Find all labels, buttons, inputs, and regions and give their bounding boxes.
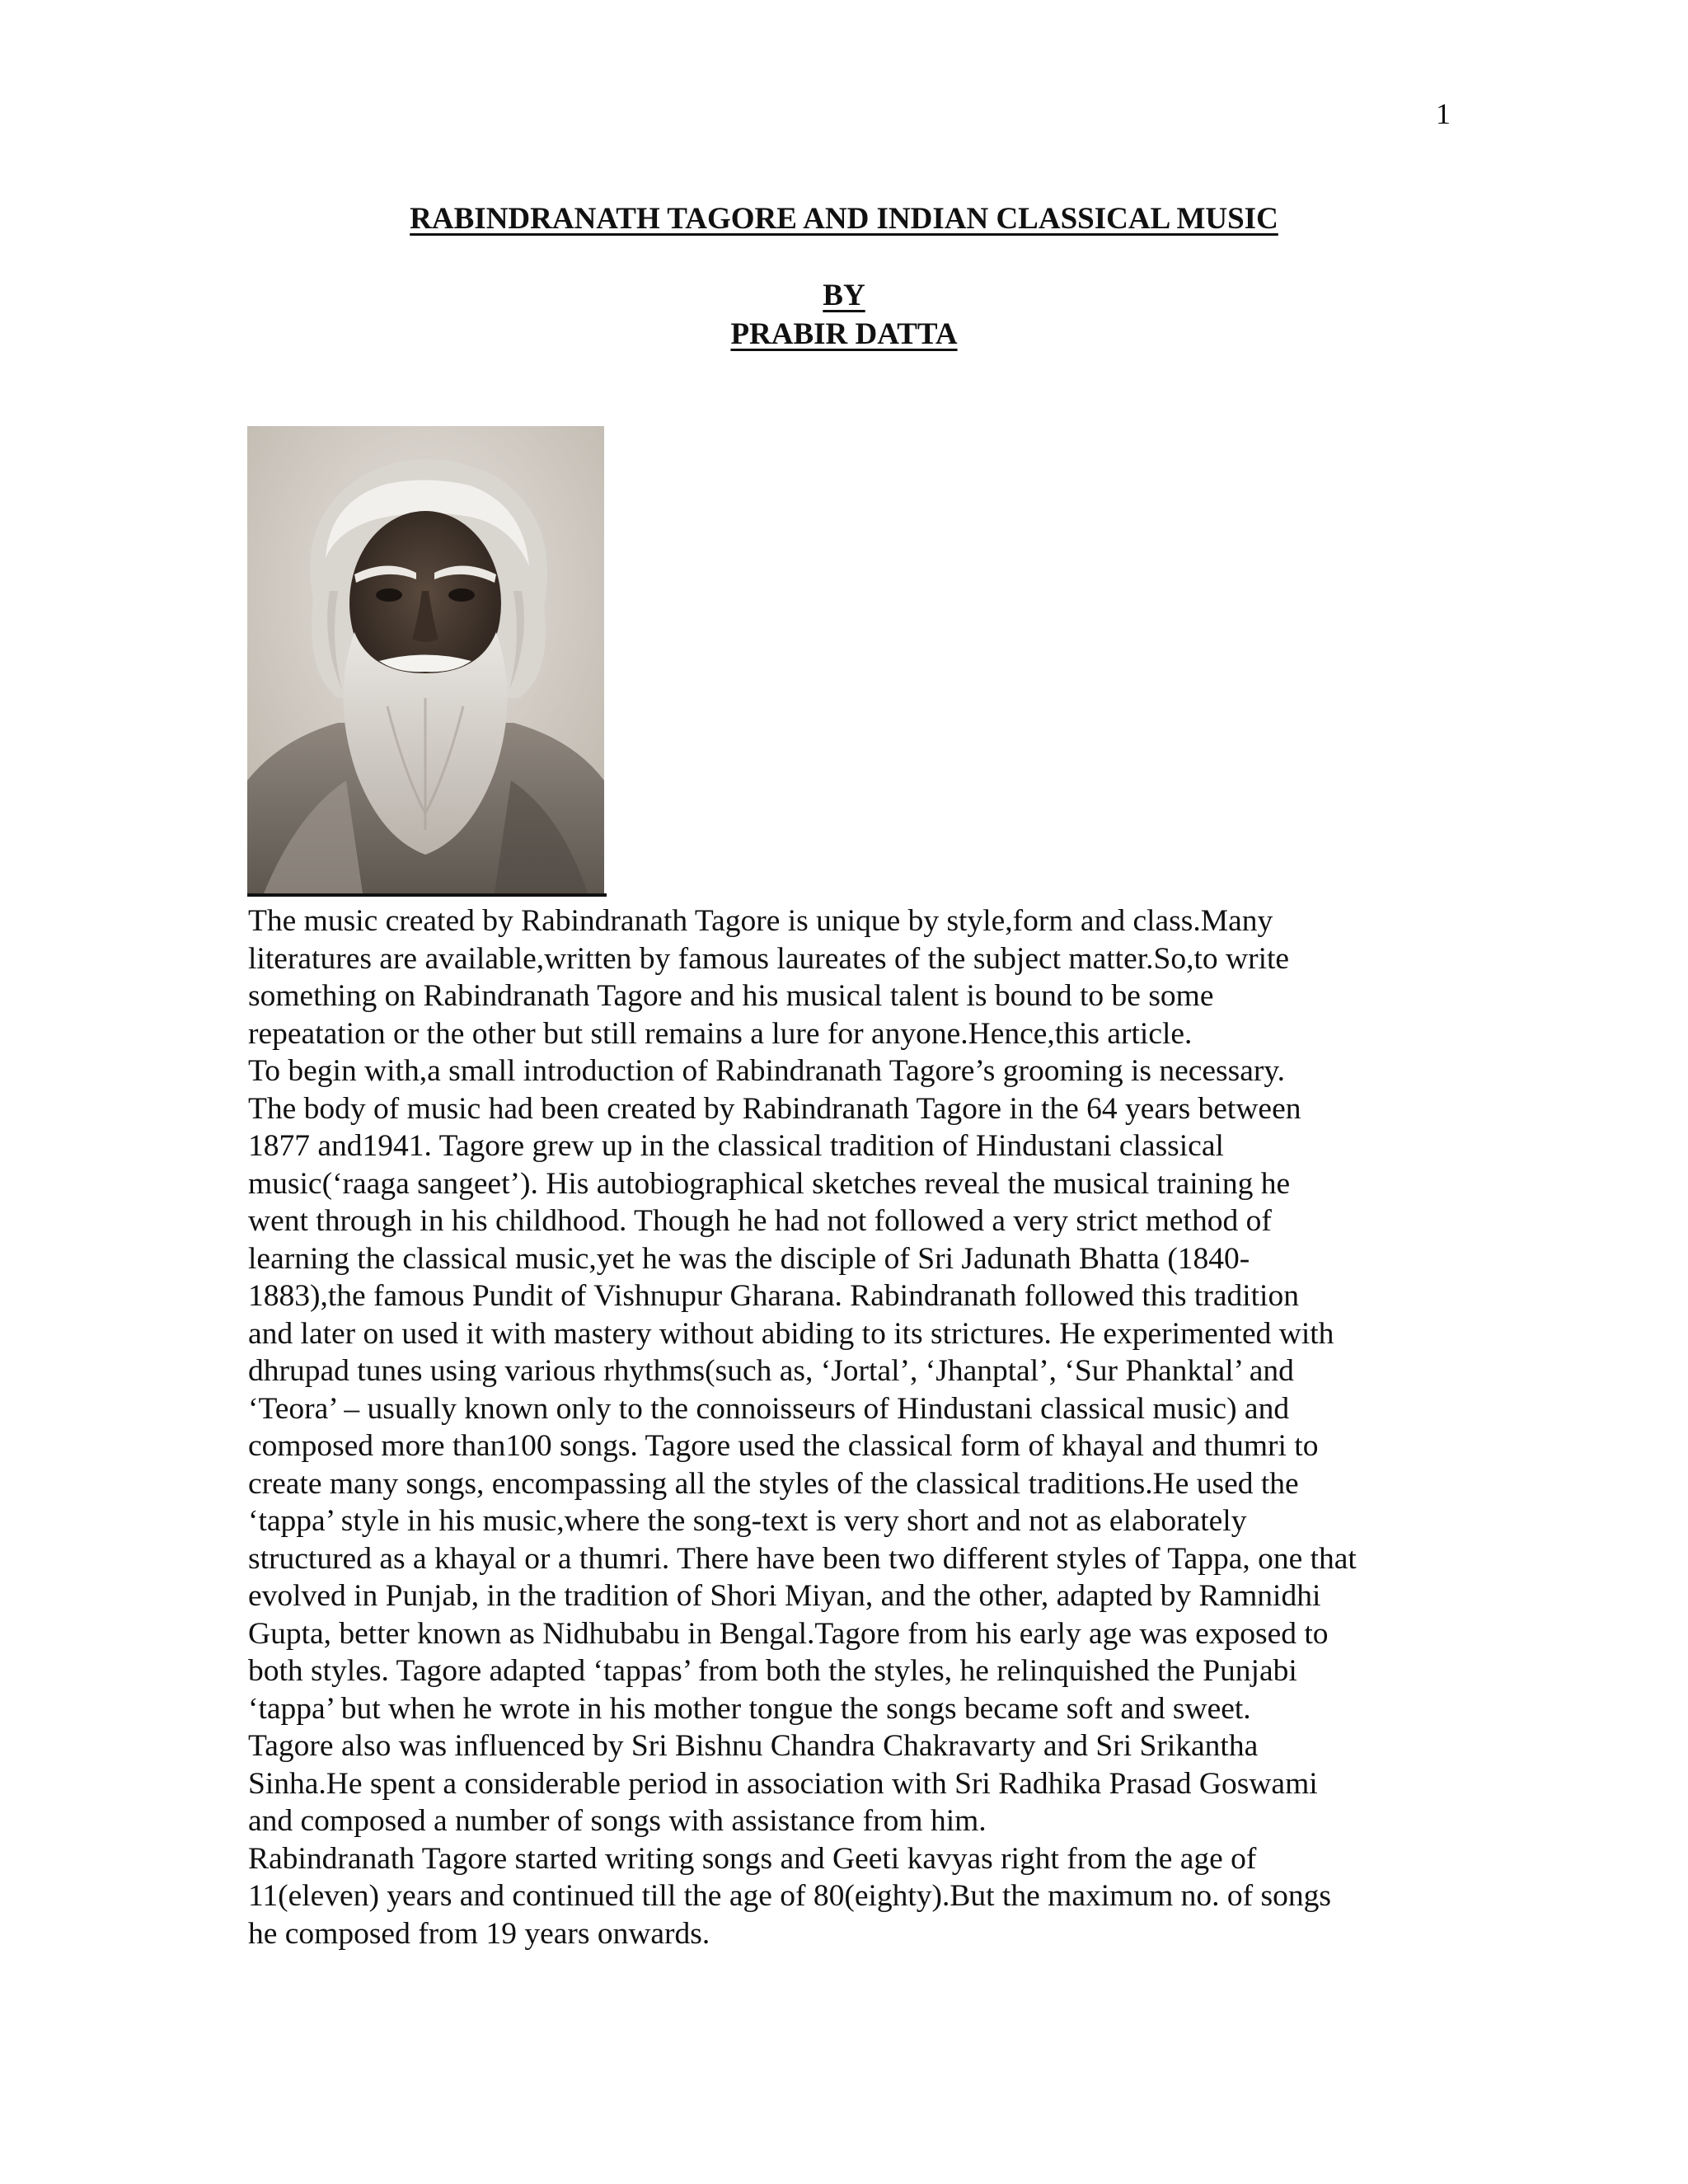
body-line: and composed a number of songs with assistance from him. [248, 1804, 987, 1838]
body-line: and later on used it with mastery without abiding to its strictures. He experimented with [248, 1316, 1334, 1351]
document-title-text: RABINDRANATH TAGORE AND INDIAN CLASSICAL MUSIC [410, 202, 1278, 236]
body-line: dhrupad tunes using various rhythms(such as, ‘Jortal’, ‘Jhanptal’, ‘Sur Phanktal’ and [248, 1354, 1294, 1388]
body-line: he composed from 19 years onwards. [248, 1916, 710, 1951]
body-line: 11(eleven) years and continued till the age of 80(eighty).But the maximum no. of songs [248, 1879, 1331, 1913]
body-line: evolved in Punjab, in the tradition of Shori Miyan, and the other, adapted by Ramnidhi [248, 1579, 1321, 1613]
body-line: To begin with,a small introduction of Rabindranath Tagore’s grooming is necessary. [248, 1054, 1286, 1088]
body-line: something on Rabindranath Tagore and his musical talent is bound to be some [248, 979, 1214, 1013]
body-paragraph [248, 902, 1451, 1952]
body-line: both styles. Tagore adapted ‘tappas’ from both the styles, he relinquished the Punjabi [248, 1654, 1297, 1688]
portrait-underline [247, 893, 607, 897]
body-line: The music created by Rabindranath Tagore is unique by style,form and class.Many [248, 904, 1273, 938]
body-line: Tagore also was influenced by Sri Bishnu Chandra Chakravarty and Sri Srikantha [248, 1729, 1259, 1763]
body-line: repeatation or the other but still remains a lure for anyone.Hence,this article. [248, 1016, 1193, 1051]
portrait-photo [247, 426, 604, 893]
body-line: structured as a khayal or a thumri. There have been two different styles of Tappa, one that [248, 1541, 1357, 1576]
body-line: Gupta, better known as Nidhubabu in Bengal.Tagore from his early age was exposed to [248, 1616, 1329, 1651]
body-line: ‘tappa’ style in his music,where the song-text is very short and not as elaborately [248, 1504, 1247, 1538]
body-line: 1877 and1941. Tagore grew up in the classical tradition of Hindustani classical [248, 1129, 1224, 1163]
byline-by-text: BY [823, 279, 865, 312]
body-line: The body of music had been created by Rabindranath Tagore in the 64 years between [248, 1091, 1301, 1126]
body-line: 1883),the famous Pundit of Vishnupur Gharana. Rabindranath followed this tradition [248, 1279, 1299, 1313]
body-line: composed more than100 songs. Tagore used the classical form of khayal and thumri to [248, 1429, 1319, 1463]
body-line: Sinha.He spent a considerable period in association with Sri Radhika Prasad Goswami [248, 1766, 1318, 1801]
body-line: music(‘raaga sangeet’). His autobiographical sketches reveal the musical training he [248, 1166, 1291, 1201]
body-line: ‘tappa’ but when he wrote in his mother tongue the songs became soft and sweet. [248, 1691, 1251, 1726]
body-line: went through in his childhood. Though he had not followed a very strict method of [248, 1204, 1272, 1238]
body-line: create many songs, encompassing all the styles of the classical traditions.He used the [248, 1466, 1299, 1501]
body-line: Rabindranath Tagore started writing songs and Geeti kavyas right from the age of [248, 1841, 1257, 1876]
page-number: 1 [1436, 97, 1451, 130]
portrait-photo-illustration [247, 426, 604, 893]
body-line: literatures are available,written by famous laureates of the subject matter.So,to write [248, 941, 1290, 976]
body-line: learning the classical music,yet he was the disciple of Sri Jadunath Bhatta (1840- [248, 1241, 1250, 1276]
byline-author-text: PRABIR DATTA [730, 317, 958, 351]
document-title [0, 200, 1688, 237]
byline-by [0, 277, 1688, 314]
byline-author [0, 316, 1688, 353]
body-line: ‘Teora’ – usually known only to the connoisseurs of Hindustani classical music) and [248, 1391, 1290, 1426]
